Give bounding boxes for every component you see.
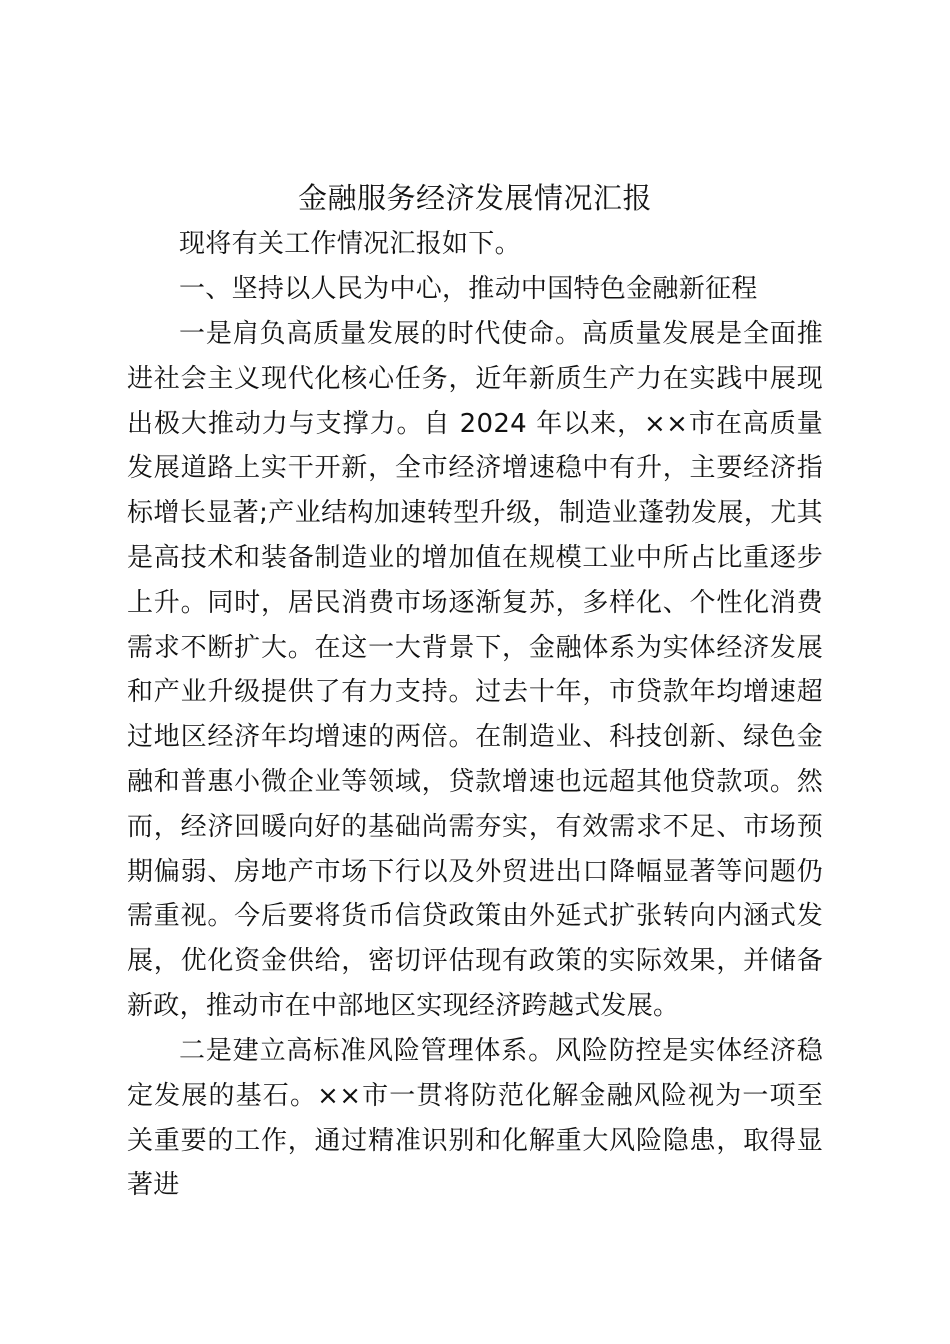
paragraph-2: 二是建立高标准风险管理体系。风险防控是实体经济稳定发展的基石。××市一贯将防范化解金融风险视为一项至关重要的工作，通过精准识别和化解重大风险隐患，取得显著进 xyxy=(127,1036,823,1201)
document-title: 金融服务经济发展情况汇报 xyxy=(297,181,652,215)
section-heading-1: 一、坚持以人民为中心，推动中国特色金融新征程 xyxy=(179,274,758,304)
intro-paragraph: 现将有关工作情况汇报如下。 xyxy=(179,229,521,259)
paragraph-1: 一是肩负高质量发展的时代使命。高质量发展是全面推进社会主义现代化核心任务，近年新质生产力在实践中展现出极大推动力与支撑力。自 2024 年以来，××市在高质量发展道路上实干开新，全市经济增速稳中有升，主要经济指标增长显著;产业结构加速转型升级，制造业蓬勃发展，尤其是高技术和装备制造业的增加值在规模工业中所占比重逐步上升。同时，居民消费市场逐渐复苏，多样化、个性化消费需求不断扩大。在这一大背景下，金融体系为实体经济发展和产业升级提供了有力支持。过去十年，市贷款年均增速超过地区经济年均增速的两倍。在制造业、科技创新、绿色金融和普惠小微企业等领域，贷款增速也远超其他贷款项。然而，经济回暖向好的基础尚需夯实，有效需求不足、市场预期偏弱、房地产市场下行以及外贸进出口降幅显著等问题仍需重视。今后要将货币信贷政策由外延式扩张转向内涵式发展，优化资金供给，密切评估现有政策的实际效果，并储备新政，推动市在中部地区实现经济跨越式发展。 xyxy=(127,319,823,1021)
